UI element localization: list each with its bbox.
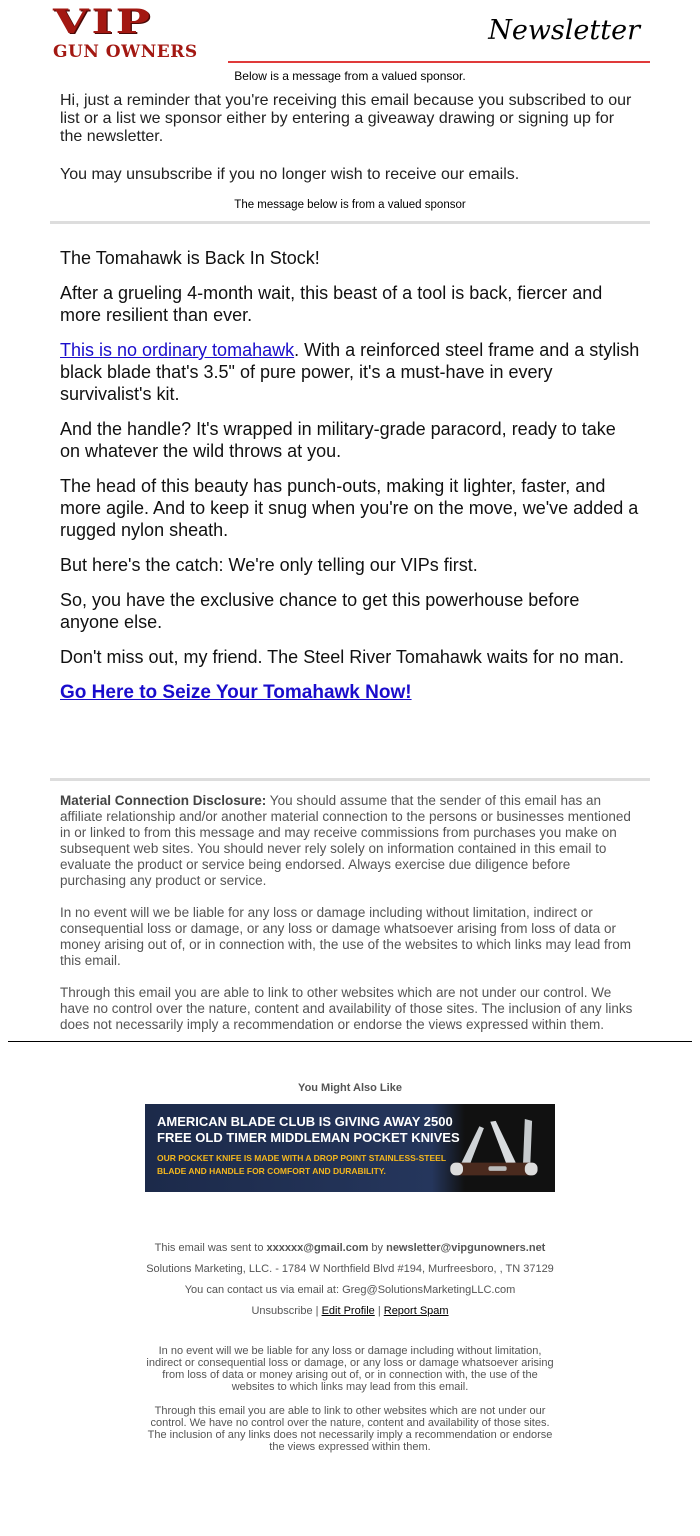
- report-spam-link[interactable]: Report Spam: [383, 1305, 449, 1317]
- footer-links-disclaimer: Through this email you are able to link to other websites which are not under our control. We have no control over the nature, content and availability of those sites. The inclusion of any links does not necessarily imply a recommendation or endorse the views expressed within them.: [147, 1405, 553, 1453]
- cta-link[interactable]: Go Here to Seize Your Tomahawk Now!: [60, 682, 412, 703]
- header-divider: [228, 61, 650, 63]
- unsubscribe-link[interactable]: Unsubscribe: [251, 1305, 313, 1317]
- paragraph: After a grueling 4-month wait, this beast of a tool is back, fiercer and more resilient than ever.: [60, 283, 603, 325]
- footer-disclaimer: [140, 1345, 560, 1453]
- footer-links: Unsubscribe | Edit Profile | Report Spam: [251, 1305, 449, 1317]
- header: [50, 0, 650, 66]
- paragraph: Don't miss out, my friend. The Steel River Tomahawk waits for no man.: [60, 647, 624, 667]
- intro: [50, 92, 650, 184]
- message-body: [50, 224, 650, 704]
- edit-profile-link[interactable]: Edit Profile: [321, 1305, 375, 1317]
- sent-info: This email was sent to xxxxxx@gmail.com by newsletter@vipgunowners.net: [154, 1242, 546, 1254]
- sponsor-note: Below is a message from a valued sponsor.: [234, 69, 466, 83]
- headline: The Tomahawk is Back In Stock!: [60, 248, 320, 268]
- contact: You can contact us via email at: Greg@SolutionsMarketingLLC.com: [184, 1284, 516, 1296]
- promo-banner[interactable]: [145, 1104, 555, 1192]
- logo-vip: VIP: [53, 2, 153, 42]
- logo-gun-owners: GUN OWNERS: [53, 42, 198, 62]
- newsletter-title: Newsletter: [488, 15, 640, 46]
- paragraph-text: . With a reinforced steel frame and a stylish black blade that's 3.5" of pure power, it's a must-have in every survivalist's kit.: [60, 340, 640, 404]
- pocket-knife-image: [443, 1114, 543, 1184]
- footer-divider: [8, 1041, 692, 1042]
- sender-email: newsletter@vipgunowners.net: [386, 1242, 546, 1254]
- disclosure: [50, 781, 650, 1033]
- disclosure-text: You should assume that the sender of this email has an affiliate relationship and/or another material connection to the persons or businesses mentioned in or linked to from this message and may receive commissions from purchases you make on subsequent web sites. You should never rely solely on information contained in this email to evaluate the product or service being endorsed. Always exercise due diligence before purchasing any product or service.: [60, 793, 631, 888]
- address: Solutions Marketing, LLC. - 1784 W Northfield Blvd #194, Murfreesboro, , TN 37129: [146, 1263, 554, 1275]
- paragraph: So, you have the exclusive chance to get this powerhouse before anyone else.: [60, 590, 580, 632]
- intro-unsubscribe-text: You may unsubscribe if you no longer wish to receive our emails.: [60, 166, 520, 183]
- paragraph: And the handle? It's wrapped in military-grade paracord, ready to take on whatever the wild throws at you.: [60, 419, 616, 461]
- paragraph: [60, 339, 640, 405]
- vip-gun-owners-logo: [53, 2, 231, 62]
- banner-headline: AMERICAN BLADE CLUB IS GIVING AWAY 2500 FREE OLD TIMER MIDDLEMAN POCKET KNIVES: [157, 1114, 460, 1145]
- footer: [0, 1242, 700, 1317]
- banner-text: [145, 1104, 460, 1192]
- recipient-email: xxxxxx@gmail.com: [266, 1242, 369, 1254]
- you-might-also-like-heading: You Might Also Like: [298, 1082, 402, 1094]
- paragraph: But here's the catch: We're only telling our VIPs first.: [60, 555, 478, 575]
- disclosure-label: Material Connection Disclosure:: [60, 793, 267, 808]
- liability-paragraph: In no event will we be liable for any loss or damage including without limitation, indirect or consequential loss or damage, or any loss or damage whatsoever arising from loss of data or money arising out of, or in connection with, the use of the websites to which links may lead from this email.: [60, 905, 632, 968]
- banner-subtext: OUR POCKET KNIFE IS MADE WITH A DROP POINT STAINLESS-STEEL BLADE AND HANDLE FOR COMFORT AND DURABILITY.: [157, 1153, 447, 1176]
- disclosure-paragraph: [60, 793, 640, 889]
- links-paragraph: Through this email you are able to link to other websites which are not under our control. We have no control over the nature, content and availability of those sites. The inclusion of any links does not necessarily imply a recommendation or endorse the views expressed within them.: [60, 985, 633, 1032]
- paragraph: The head of this beauty has punch-outs, making it lighter, faster, and more agile. And to keep it snug when you're on the move, we've added a rugged nylon sheath.: [60, 476, 639, 540]
- tomahawk-link[interactable]: This is no ordinary tomahawk: [60, 340, 295, 360]
- sponsor-note-2: The message below is from a valued sponsor: [234, 199, 466, 211]
- footer-liability: In no event will we be liable for any loss or damage including without limitation, indirect or consequential loss or damage, or any loss or damage whatsoever arising from loss of data or money arising out of, or in connection with, the use of the websites to which links may lead from this email.: [146, 1345, 554, 1393]
- intro-subscription-text: Hi, just a reminder that you're receiving this email because you subscribed to our list or a list we sponsor either by entering a giveaway drawing or signing up for the newsletter.: [60, 92, 632, 145]
- email-container: [50, 0, 650, 1033]
